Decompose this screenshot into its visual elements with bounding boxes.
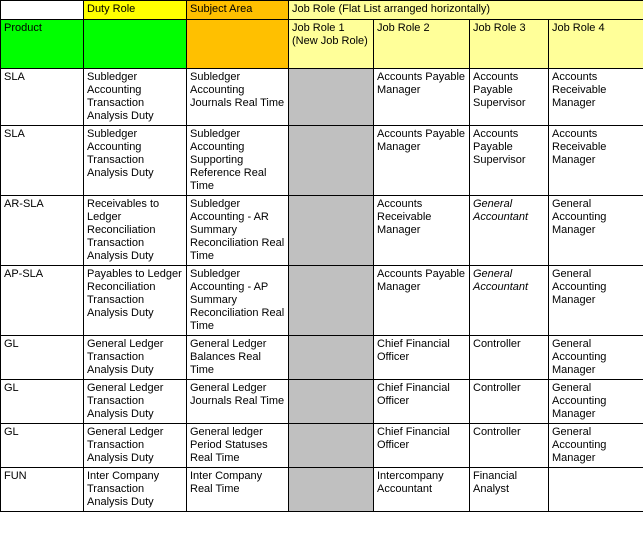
cell-job-role-1 bbox=[289, 380, 374, 424]
cell-subject-area: Subledger Accounting Supporting Reference Real Time bbox=[187, 126, 289, 196]
header-job-role-group: Job Role (Flat List arranged horizontally) bbox=[289, 1, 643, 20]
table-row bbox=[1, 380, 643, 424]
cell-product: FUN bbox=[1, 468, 84, 512]
cell-job-role-4: Accounts Receivable Manager bbox=[549, 126, 643, 196]
cell-job-role-1 bbox=[289, 266, 374, 336]
cell-job-role-2: Intercompany Accountant bbox=[374, 468, 470, 512]
cell-job-role-3: Accounts Payable Supervisor bbox=[470, 69, 549, 126]
header-job-role-1: Job Role 1 (New Job Role) bbox=[289, 20, 374, 69]
cell-subject-area: General Ledger Balances Real Time bbox=[187, 336, 289, 380]
cell-job-role-4: General Accounting Manager bbox=[549, 266, 643, 336]
cell-product: GL bbox=[1, 380, 84, 424]
cell-job-role-1 bbox=[289, 196, 374, 266]
table-row bbox=[1, 424, 643, 468]
cell-job-role-4: General Accounting Manager bbox=[549, 336, 643, 380]
cell-job-role-1 bbox=[289, 126, 374, 196]
header-duty-blank bbox=[84, 20, 187, 69]
cell-duty-role: Subledger Accounting Transaction Analysis Duty bbox=[84, 69, 187, 126]
cell-product: SLA bbox=[1, 126, 84, 196]
cell-job-role-3: Controller bbox=[470, 424, 549, 468]
cell-job-role-3: General Accountant bbox=[470, 266, 549, 336]
header-row-band1 bbox=[1, 1, 643, 20]
cell-job-role-2: Accounts Receivable Manager bbox=[374, 196, 470, 266]
cell-job-role-4 bbox=[549, 468, 643, 512]
cell-job-role-4: General Accounting Manager bbox=[549, 380, 643, 424]
cell-job-role-2: Accounts Payable Manager bbox=[374, 266, 470, 336]
cell-duty-role: General Ledger Transaction Analysis Duty bbox=[84, 380, 187, 424]
cell-product: AP-SLA bbox=[1, 266, 84, 336]
header-row-band2 bbox=[1, 20, 643, 69]
cell-job-role-2: Chief Financial Officer bbox=[374, 424, 470, 468]
cell-subject-area: Subledger Accounting Journals Real Time bbox=[187, 69, 289, 126]
cell-job-role-1 bbox=[289, 69, 374, 126]
cell-job-role-4: Accounts Receivable Manager bbox=[549, 69, 643, 126]
cell-duty-role: Subledger Accounting Transaction Analysis Duty bbox=[84, 126, 187, 196]
cell-job-role-2: Chief Financial Officer bbox=[374, 380, 470, 424]
header-corner-blank bbox=[1, 1, 84, 20]
table-row bbox=[1, 336, 643, 380]
cell-job-role-1 bbox=[289, 468, 374, 512]
header-duty-role: Duty Role bbox=[84, 1, 187, 20]
header-subject-area: Subject Area bbox=[187, 1, 289, 20]
cell-subject-area: General Ledger Journals Real Time bbox=[187, 380, 289, 424]
header-product: Product bbox=[1, 20, 84, 69]
header-job-role-3: Job Role 3 bbox=[470, 20, 549, 69]
cell-subject-area: Subledger Accounting - AR Summary Reconciliation Real Time bbox=[187, 196, 289, 266]
cell-product: SLA bbox=[1, 69, 84, 126]
cell-job-role-1 bbox=[289, 336, 374, 380]
table-row bbox=[1, 196, 643, 266]
header-job-role-4: Job Role 4 bbox=[549, 20, 643, 69]
cell-job-role-2: Accounts Payable Manager bbox=[374, 126, 470, 196]
cell-job-role-4: General Accounting Manager bbox=[549, 196, 643, 266]
cell-duty-role: General Ledger Transaction Analysis Duty bbox=[84, 336, 187, 380]
cell-job-role-4: General Accounting Manager bbox=[549, 424, 643, 468]
cell-job-role-1 bbox=[289, 424, 374, 468]
cell-job-role-2: Accounts Payable Manager bbox=[374, 69, 470, 126]
header-subject-blank bbox=[187, 20, 289, 69]
header-job-role-2: Job Role 2 bbox=[374, 20, 470, 69]
cell-subject-area: Inter Company Real Time bbox=[187, 468, 289, 512]
cell-job-role-3: Financial Analyst bbox=[470, 468, 549, 512]
table-row bbox=[1, 266, 643, 336]
table-row bbox=[1, 468, 643, 512]
cell-job-role-3: General Accountant bbox=[470, 196, 549, 266]
cell-product: GL bbox=[1, 336, 84, 380]
cell-subject-area: General ledger Period Statuses Real Time bbox=[187, 424, 289, 468]
cell-product: GL bbox=[1, 424, 84, 468]
cell-product: AR-SLA bbox=[1, 196, 84, 266]
cell-duty-role: General Ledger Transaction Analysis Duty bbox=[84, 424, 187, 468]
cell-job-role-3: Controller bbox=[470, 380, 549, 424]
cell-duty-role: Inter Company Transaction Analysis Duty bbox=[84, 468, 187, 512]
cell-job-role-2: Chief Financial Officer bbox=[374, 336, 470, 380]
cell-subject-area: Subledger Accounting - AP Summary Reconciliation Real Time bbox=[187, 266, 289, 336]
cell-duty-role: Payables to Ledger Reconciliation Transaction Analysis Duty bbox=[84, 266, 187, 336]
cell-job-role-3: Controller bbox=[470, 336, 549, 380]
cell-job-role-3: Accounts Payable Supervisor bbox=[470, 126, 549, 196]
table-row bbox=[1, 69, 643, 126]
table-row bbox=[1, 126, 643, 196]
table-body bbox=[1, 69, 643, 512]
cell-duty-role: Receivables to Ledger Reconciliation Transaction Analysis Duty bbox=[84, 196, 187, 266]
